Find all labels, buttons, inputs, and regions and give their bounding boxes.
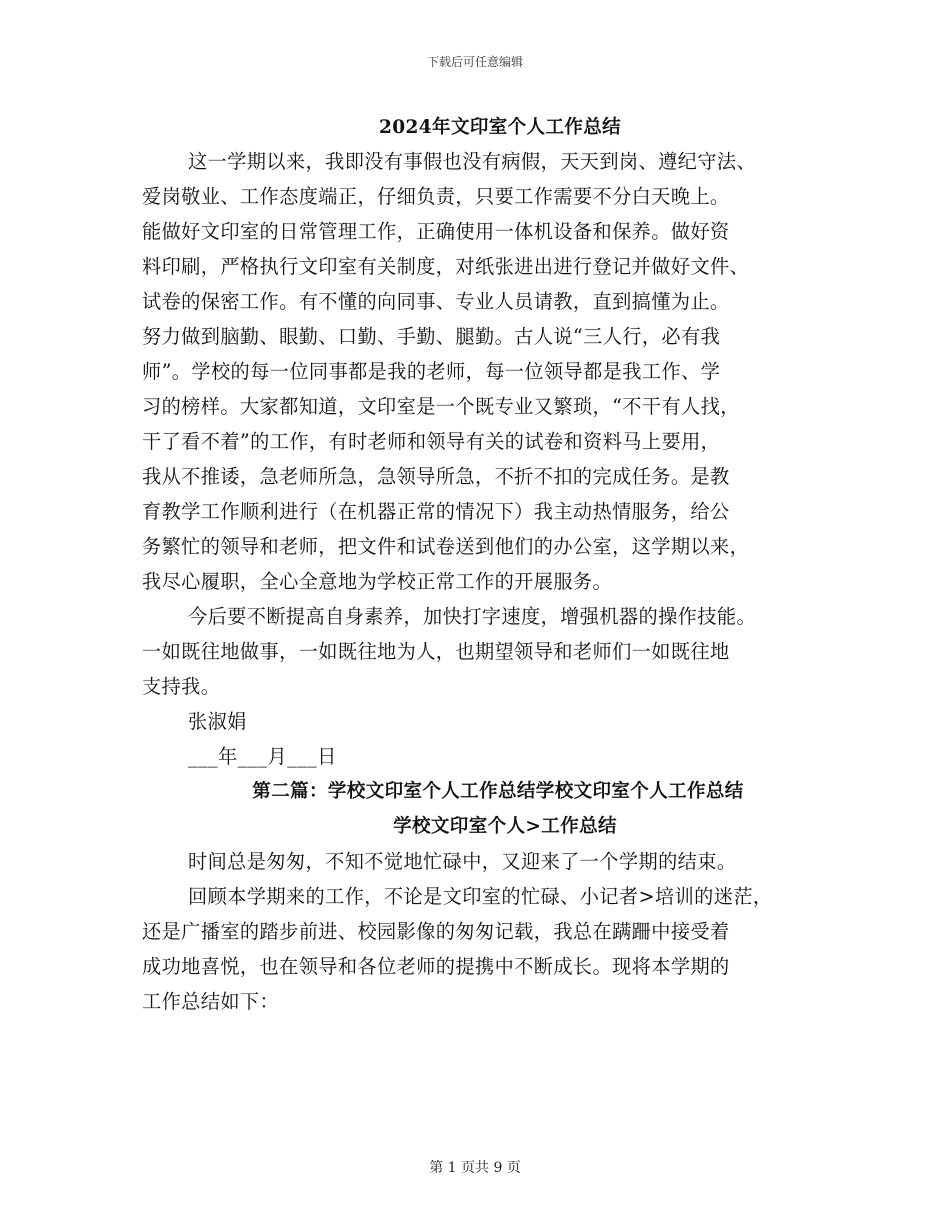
paragraph-1-line-3: 能做好文印室的日常管理工作，正确使用一体机设备和保养。做好资 bbox=[142, 220, 730, 243]
page-footer-number: 第 1 页共 9 页 bbox=[429, 1160, 521, 1176]
paragraph-1-line-11: 育教学工作顺利进行（在机器正常的情况下）我主动热情服务，给公 bbox=[142, 500, 730, 523]
document-title: 2024年文印室个人工作总结 bbox=[378, 117, 622, 138]
paragraph-1-line-12: 务繁忙的领导和老师，把文件和试卷送到他们的办公室，这学期以来， bbox=[142, 535, 750, 558]
paragraph-1-line-5: 试卷的保密工作。有不懂的向同事、专业人员请教，直到搞懂为止。 bbox=[142, 290, 730, 313]
date-line: ___年___月___日 bbox=[188, 745, 337, 768]
paragraph-4-line-1: 回顾本学期来的工作，不论是文印室的忙碌、小记者>培训的迷茫， bbox=[188, 885, 773, 908]
paragraph-3-line-1: 时间总是匆匆，不知不觉地忙碌中，又迎来了一个学期的结束。 bbox=[188, 850, 737, 873]
paragraph-2-line-3: 支持我。 bbox=[142, 675, 221, 698]
paragraph-1-line-6: 努力做到脑勤、眼勤、口勤、手勤、腿勤。古人说“三人行，必有我 bbox=[142, 325, 721, 348]
paragraph-4-line-4: 工作总结如下： bbox=[142, 990, 280, 1013]
paragraph-2-line-2: 一如既往地做事，一如既往地为人，也期望领导和老师们一如既往地 bbox=[142, 640, 730, 663]
paragraph-1-line-8: 习的榜样。大家都知道，文印室是一个既专业又繁琐，“不干有人找， bbox=[142, 395, 740, 418]
paragraph-1-line-1: 这一学期以来，我即没有事假也没有病假，天天到岗、遵纪守法、 bbox=[188, 150, 757, 173]
paragraph-1-line-7: 师”。学校的每一位同事都是我的老师，每一位领导都是我工作、学 bbox=[142, 360, 721, 383]
signature-name: 张淑娟 bbox=[188, 710, 247, 733]
section-2-title: 第二篇：学校文印室个人工作总结学校文印室个人工作总结 bbox=[252, 781, 744, 802]
page-header-note: 下载后可任意编辑 bbox=[426, 55, 523, 69]
paragraph-2-line-1: 今后要不断提高自身素养，加快打字速度，增强机器的操作技能。 bbox=[188, 605, 757, 628]
paragraph-1-line-9: 干了看不着”的工作，有时老师和领导有关的试卷和资料马上要用， bbox=[142, 430, 721, 453]
section-2-subtitle: 学校文印室个人>工作总结 bbox=[393, 816, 617, 837]
paragraph-1-line-13: 我尽心履职，全心全意地为学校正常工作的开展服务。 bbox=[142, 570, 613, 593]
paragraph-1-line-2: 爱岗敬业、工作态度端正，仔细负责，只要工作需要不分白天晚上。 bbox=[142, 185, 730, 208]
paragraph-4-line-2: 还是广播室的踏步前进、校园影像的匆匆记载，我总在蹒跚中接受着 bbox=[142, 920, 730, 943]
paragraph-4-line-3: 成功地喜悦，也在领导和各位老师的提携中不断成长。现将本学期的 bbox=[142, 955, 730, 978]
paragraph-1-line-4: 料印刷，严格执行文印室有关制度，对纸张进出进行登记并做好文件、 bbox=[142, 255, 750, 278]
paragraph-1-line-10: 我从不推诿，急老师所急，急领导所急，不折不扣的完成任务。是教 bbox=[142, 465, 730, 488]
